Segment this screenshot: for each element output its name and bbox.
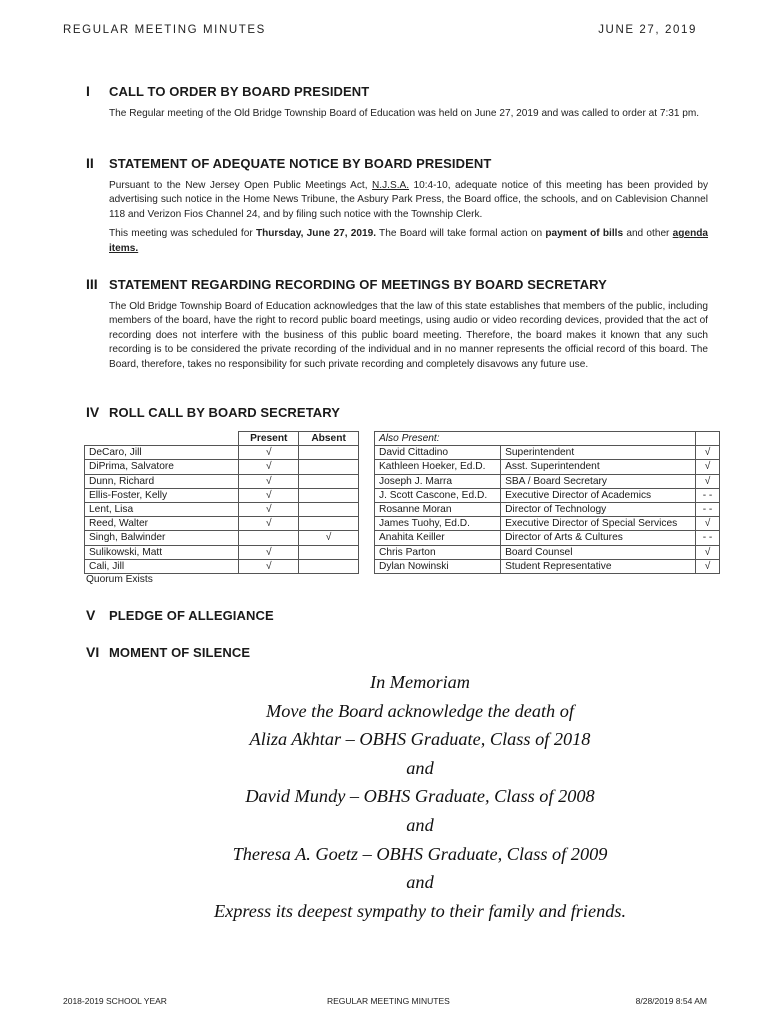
memoriam-line: and — [406, 757, 434, 778]
section-number: II — [86, 155, 94, 171]
footer-school-year: 2018-2019 SCHOOL YEAR — [63, 996, 167, 1006]
also-present-row — [375, 517, 720, 531]
notice-paragraph — [109, 179, 708, 222]
member-name: Singh, Balwinder — [85, 531, 239, 545]
header-title: REGULAR MEETING MINUTES — [63, 24, 266, 36]
staff-title: SBA / Board Secretary — [501, 474, 696, 488]
member-name: Cali, Jill — [85, 559, 239, 573]
member-name: Ellis-Foster, Kelly — [85, 488, 239, 502]
present-mark: √ — [239, 517, 299, 531]
footer-timestamp: 8/28/2019 8:54 AM — [635, 996, 707, 1006]
section-title: MOMENT OF SILENCE — [109, 645, 251, 660]
roll-call-row — [85, 502, 359, 516]
section-number: I — [86, 83, 90, 99]
meeting-date: Thursday, June 27, 2019. — [255, 228, 376, 240]
present-mark: √ — [239, 446, 299, 460]
footer-title: REGULAR MEETING MINUTES — [327, 996, 450, 1006]
section-heading — [86, 276, 708, 292]
payment-of-bills: payment of bills — [545, 228, 624, 240]
staff-title: Asst. Superintendent — [501, 460, 696, 474]
memoriam-line: Theresa A. Goetz – OBHS Graduate, Class of 2009 — [232, 843, 608, 864]
section-call-to-order — [86, 83, 708, 121]
staff-name: Anahita Keiller — [375, 531, 501, 545]
quorum-status: Quorum Exists — [86, 574, 153, 585]
memoriam-line: Express its deepest sympathy to their family and friends. — [213, 900, 627, 921]
absent-mark: √ — [299, 531, 359, 545]
roll-call-row — [85, 460, 359, 474]
memoriam-line: David Mundy – OBHS Graduate, Class of 2008 — [245, 786, 595, 807]
roll-call-row — [85, 559, 359, 573]
absent-mark — [299, 446, 359, 460]
attendance-mark: √ — [696, 545, 720, 559]
memoriam-line: Move the Board acknowledge the death of — [266, 700, 574, 721]
absent-mark — [299, 488, 359, 502]
attendance-mark: √ — [696, 559, 720, 573]
absent-mark — [299, 502, 359, 516]
section-heading — [86, 644, 708, 660]
present-mark: √ — [239, 559, 299, 573]
memoriam-line: and — [406, 872, 434, 893]
staff-title: Director of Arts & Cultures — [501, 531, 696, 545]
member-name: Reed, Walter — [85, 517, 239, 531]
section-moment-of-silence — [86, 644, 708, 660]
member-name: DiPrima, Salvatore — [85, 460, 239, 474]
memoriam-heading: In Memoriam — [369, 672, 471, 692]
present-mark: √ — [239, 545, 299, 559]
attendance-mark: - - — [696, 502, 720, 516]
present-mark: √ — [239, 460, 299, 474]
section-heading — [86, 155, 708, 171]
schedule-text-end: and other — [623, 228, 673, 240]
staff-title: Executive Director of Academics — [501, 488, 696, 502]
staff-name: Chris Parton — [375, 545, 501, 559]
also-present-row — [375, 474, 720, 488]
attendance-mark: √ — [696, 517, 720, 531]
member-name: Lent, Lisa — [85, 502, 239, 516]
staff-title: Board Counsel — [501, 545, 696, 559]
memoriam-block — [0, 668, 770, 925]
also-present-row — [375, 559, 720, 573]
schedule-paragraph — [109, 227, 708, 256]
section-recording-statement — [86, 276, 708, 372]
name-header — [85, 432, 239, 446]
roll-call-header-row — [85, 432, 359, 446]
absent-mark — [299, 559, 359, 573]
attendance-mark: √ — [696, 474, 720, 488]
staff-title: Superintendent — [501, 446, 696, 460]
staff-name: Rosanne Moran — [375, 502, 501, 516]
absent-mark — [299, 545, 359, 559]
section-title: ROLL CALL BY BOARD SECRETARY — [109, 405, 341, 420]
section-heading — [86, 83, 708, 99]
absent-mark — [299, 460, 359, 474]
also-present-row — [375, 502, 720, 516]
notice-text: Pursuant to the New Jersey Open Public Meetings Act, — [109, 180, 373, 191]
staff-title: Student Representative — [501, 559, 696, 573]
section-number: VI — [86, 644, 100, 660]
section-number: III — [86, 276, 98, 292]
roll-call-row — [85, 446, 359, 460]
memoriam-line: Aliza Akhtar – OBHS Graduate, Class of 2018 — [249, 729, 591, 750]
also-present-table — [374, 431, 720, 574]
also-present-heading: Also Present: — [375, 432, 696, 446]
section-title: PLEDGE OF ALLEGIANCE — [109, 608, 274, 623]
present-mark — [239, 531, 299, 545]
section-body — [109, 107, 708, 121]
section-number: IV — [86, 404, 100, 420]
section-title: STATEMENT REGARDING RECORDING OF MEETINGS BY BOARD SECRETARY — [109, 277, 607, 292]
staff-name: J. Scott Cascone, Ed.D. — [375, 488, 501, 502]
present-header: Present — [239, 432, 299, 446]
staff-name: Joseph J. Marra — [375, 474, 501, 488]
memoriam-line: and — [406, 814, 434, 835]
njsa-link[interactable]: N.J.S.A. — [372, 180, 410, 191]
staff-name: Kathleen Hoeker, Ed.D. — [375, 460, 501, 474]
attendance-mark: √ — [696, 460, 720, 474]
also-present-row — [375, 446, 720, 460]
recording-text: The Old Bridge Township Board of Education acknowledges that the law of this state establishes that members of the public, including members of the board, have the right to record public board meetings, using audio or video recording devices, provided that the act of recording does not interfere with the business of this public board meeting. Therefore, the board makes it known that any such recording is to be considered the private recording of the individual and in no manner represents the official record of this board. The Board, therefore, takes no responsibility for such private recording and completely disavows any future use. — [109, 301, 708, 370]
section-heading — [86, 404, 708, 420]
roll-call-row — [85, 545, 359, 559]
roll-call-row — [85, 488, 359, 502]
absent-mark — [299, 474, 359, 488]
section-title: STATEMENT OF ADEQUATE NOTICE BY BOARD PRESIDENT — [109, 156, 492, 171]
attendance-mark: √ — [696, 446, 720, 460]
header-date: JUNE 27, 2019 — [598, 24, 697, 36]
section-body — [109, 179, 708, 256]
schedule-text-cont: The Board will take formal action on — [376, 228, 546, 240]
section-title: CALL TO ORDER BY BOARD PRESIDENT — [109, 84, 370, 99]
schedule-text: This meeting was scheduled for — [109, 228, 256, 240]
staff-name: James Tuohy, Ed.D. — [375, 517, 501, 531]
staff-name: David Cittadino — [375, 446, 501, 460]
staff-name: Dylan Nowinski — [375, 559, 501, 573]
section-adequate-notice — [86, 155, 708, 256]
section-number: V — [86, 607, 96, 623]
attendance-mark: - - — [696, 531, 720, 545]
absent-mark — [299, 517, 359, 531]
section-roll-call — [86, 404, 708, 420]
section-pledge — [86, 607, 708, 623]
also-present-row — [375, 531, 720, 545]
member-name: Dunn, Richard — [85, 474, 239, 488]
present-mark: √ — [239, 474, 299, 488]
roll-call-row — [85, 517, 359, 531]
also-present-row — [375, 460, 720, 474]
staff-title: Director of Technology — [501, 502, 696, 516]
absent-header: Absent — [299, 432, 359, 446]
section-body — [109, 300, 708, 372]
notice-text-cont: 10:4-10, adequate notice of this meeting has been provided by advertising such notice in the Home News Tribune, the Asbury Park Press, the Board office, the schools, and on Cablevision Channel 118 and Verizon Fios Channel 24, and by filing such notice with the Township Clerk. — [109, 180, 709, 220]
also-present-header-row — [375, 432, 720, 446]
roll-call-row — [85, 474, 359, 488]
page-header — [63, 24, 697, 36]
also-present-row — [375, 488, 720, 502]
member-name: Sulikowski, Matt — [85, 545, 239, 559]
present-mark: √ — [239, 502, 299, 516]
roll-call-table — [84, 431, 359, 574]
member-name: DeCaro, Jill — [85, 446, 239, 460]
also-present-row — [375, 545, 720, 559]
also-present-mark-header — [696, 432, 720, 446]
staff-title: Executive Director of Special Services — [501, 517, 696, 531]
roll-call-row — [85, 531, 359, 545]
attendance-mark: - - — [696, 488, 720, 502]
present-mark: √ — [239, 488, 299, 502]
agenda-items-link[interactable]: agenda items. — [109, 228, 709, 254]
call-to-order-text: The Regular meeting of the Old Bridge Township Board of Education was held on June 27, 2019 and was called to order at 7:31 pm. — [109, 108, 700, 119]
section-heading — [86, 607, 708, 623]
